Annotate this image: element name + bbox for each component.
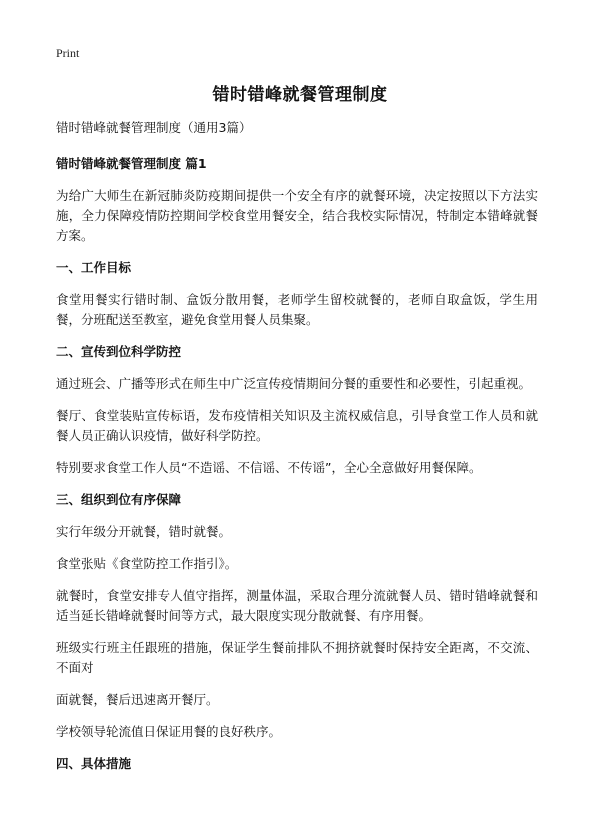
document-subtitle: 错时错峰就餐管理制度（通用3篇） bbox=[56, 120, 252, 135]
section-2-paragraph: 特别要求食堂工作人员“不造谣、不信谣、不传谣”，全心全意做好用餐保障。 bbox=[56, 460, 482, 475]
section-3-paragraph: 学校领导轮流值日保证用餐的良好秩序。 bbox=[56, 724, 282, 739]
document-title: 错时错峰就餐管理制度 bbox=[212, 85, 388, 105]
section-3-paragraph: 实行年级分开就餐，错时就餐。 bbox=[56, 524, 232, 539]
section-heading-3: 三、组织到位有序保障 bbox=[56, 492, 182, 507]
section-1-paragraph: 食堂用餐实行错时制、盒饭分散用餐，老师学生留校就餐的，老师自取盒饭，学生用餐，分班配送至教室，避免食堂用餐人员集聚。 bbox=[56, 292, 538, 327]
document-body bbox=[56, 118, 538, 786]
intro-paragraph: 为给广大师生在新冠肺炎防疫期间提供一个安全有序的就餐环境，决定按照以下方法实施，全力保障疫情防控期间学校食堂用餐安全，结合我校实际情况，特制定本错峰就餐方案。 bbox=[56, 188, 538, 243]
section-3-paragraph: 班级实行班主任跟班的措施，保证学生餐前排队不拥挤就餐时保持安全距离，不交流、不面对 bbox=[56, 640, 538, 675]
section-3-paragraph: 就餐时，食堂安排专人值守指挥，测量体温，采取合理分流就餐人员、错时错峰就餐和适当延长错峰就餐时间等方式，最大限度实现分散就餐、有序用餐。 bbox=[56, 588, 538, 623]
section-3-paragraph: 面就餐，餐后迅速离开餐厅。 bbox=[56, 692, 219, 707]
section-heading-4: 四、具体措施 bbox=[56, 756, 132, 771]
section-2-paragraph: 餐厅、食堂装贴宣传标语，发布疫情相关知识及主流权威信息，引导食堂工作人员和就餐人员正确认识疫情，做好科学防控。 bbox=[56, 408, 538, 443]
part-heading: 错时错峰就餐管理制度 篇1 bbox=[56, 156, 207, 171]
section-heading-1: 一、工作目标 bbox=[56, 260, 132, 275]
print-link[interactable]: Print bbox=[56, 46, 80, 60]
section-3-paragraph: 食堂张贴《食堂防控工作指引》。 bbox=[56, 556, 238, 571]
section-2-paragraph: 通过班会、广播等形式在师生中广泛宣传疫情期间分餐的重要性和必要性，引起重视。 bbox=[56, 376, 532, 391]
section-heading-2: 二、宣传到位科学防控 bbox=[56, 344, 182, 359]
